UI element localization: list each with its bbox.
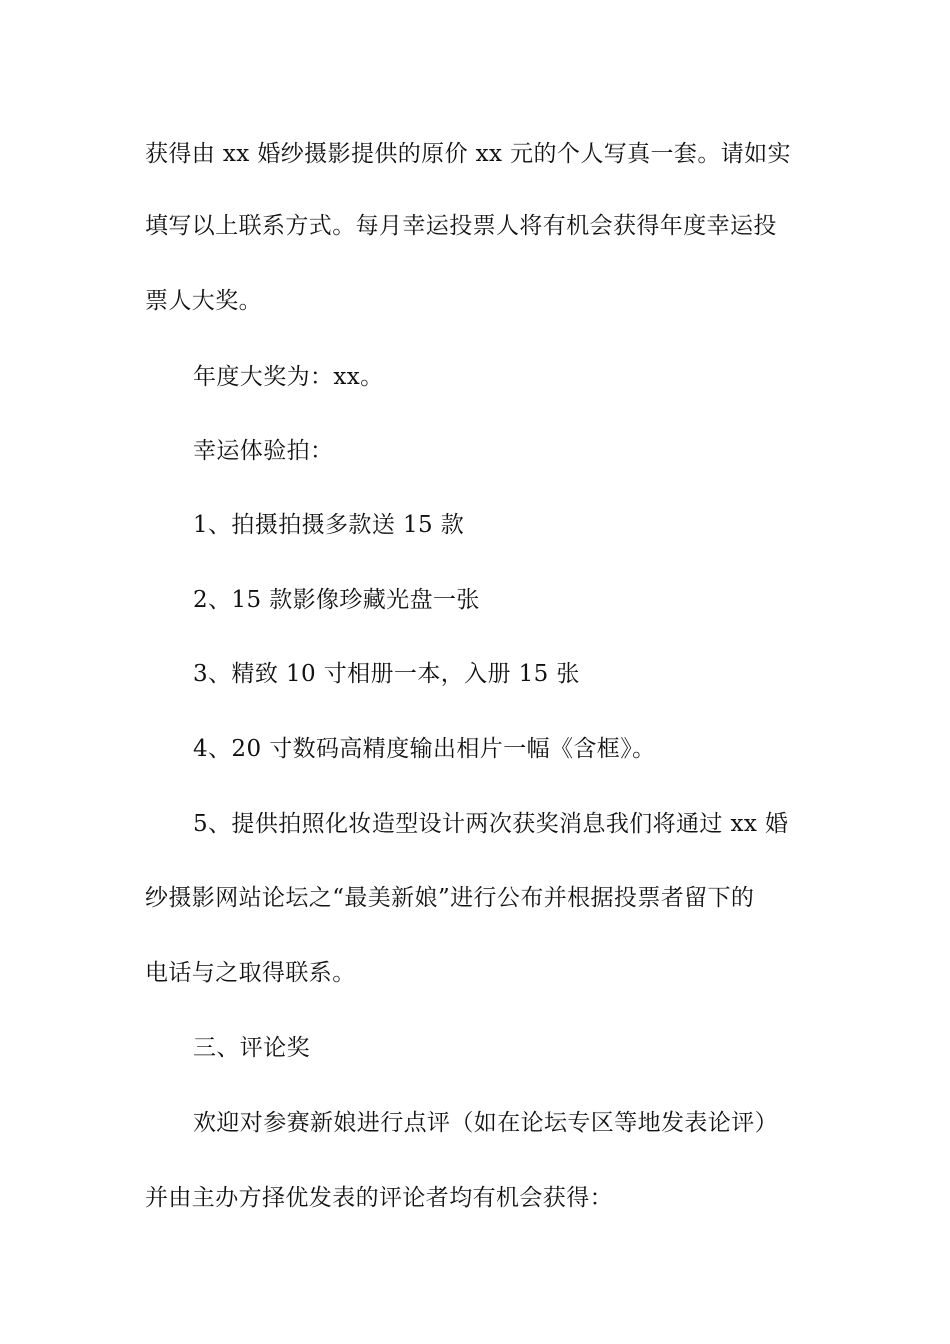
list-item: 2、15 款影像珍藏光盘一张 [193, 587, 480, 613]
paragraph-line: 票人大奖。 [145, 288, 262, 314]
paragraph-line: 年度大奖为：xx。 [193, 364, 384, 390]
list-item: 3、精致 10 寸相册一本，入册 15 张 [193, 661, 580, 687]
section-label: 幸运体验拍： [193, 438, 334, 464]
paragraph-line: 并由主办方择优发表的评论者均有机会获得： [145, 1185, 613, 1211]
paragraph-line: 电话与之取得联系。 [145, 960, 356, 986]
paragraph-line: 纱摄影网站论坛之“最美新娘”进行公布并根据投票者留下的 [145, 885, 755, 911]
paragraph-line: 获得由 xx 婚纱摄影提供的原价 xx 元的个人写真一套。请如实 [145, 141, 791, 167]
paragraph-line: 欢迎对参赛新娘进行点评（如在论坛专区等地发表论评） [193, 1110, 778, 1136]
list-item: 5、提供拍照化妆造型设计两次获奖消息我们将通过 xx 婚 [193, 811, 789, 837]
list-item: 1、拍摄拍摄多款送 15 款 [193, 512, 465, 538]
section-heading: 三、评论奖 [193, 1035, 310, 1061]
paragraph-line: 填写以上联系方式。每月幸运投票人将有机会获得年度幸运投 [145, 213, 777, 239]
list-item: 4、20 寸数码高精度输出相片一幅《含框》。 [193, 736, 656, 762]
